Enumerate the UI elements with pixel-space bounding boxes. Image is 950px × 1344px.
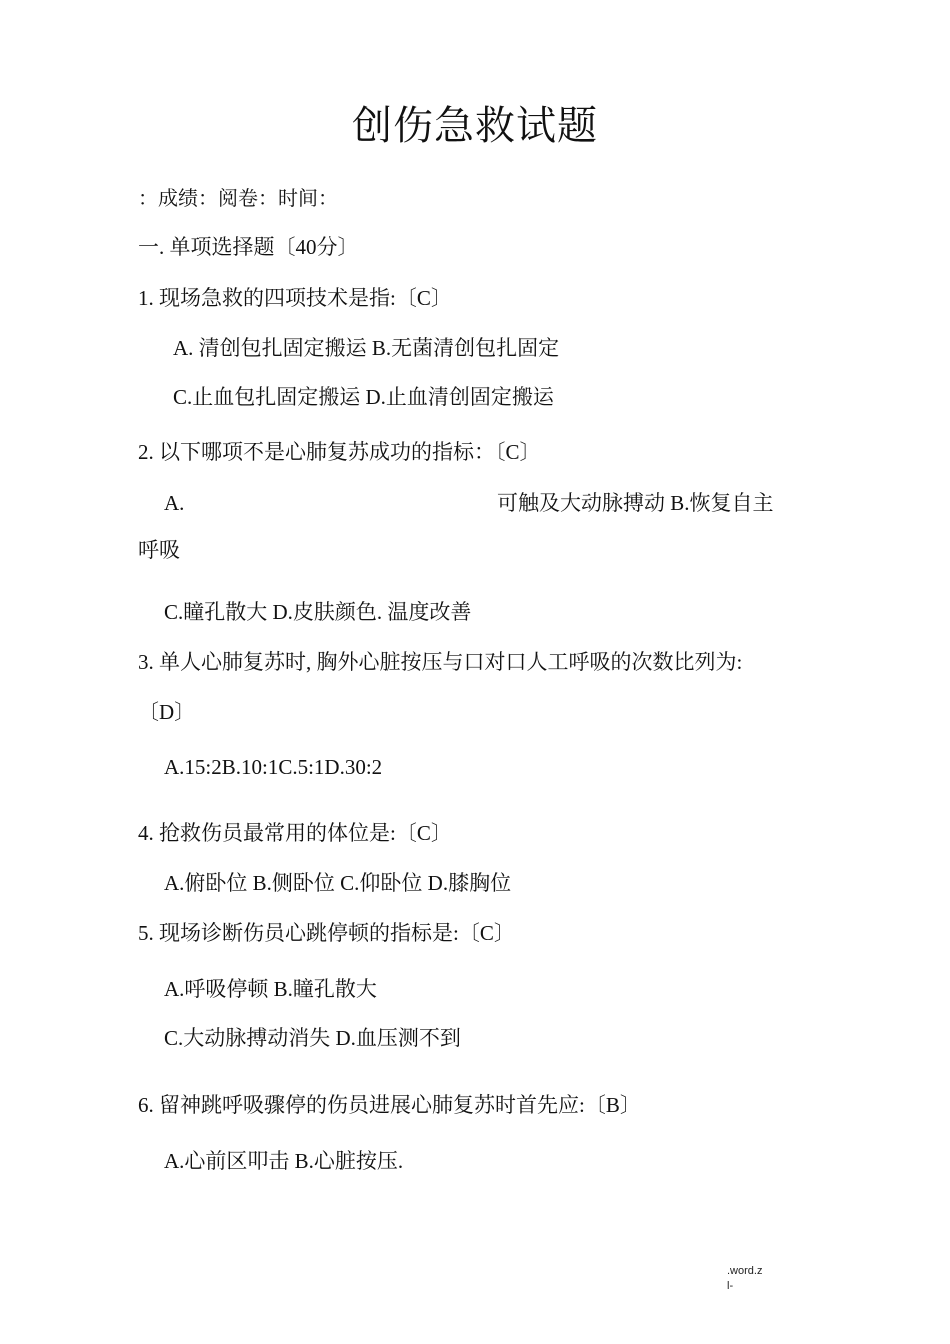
question-6-stem: 6. 留神跳呼吸骤停的伤员进展心肺复苏时首先应:〔B〕 [138, 1093, 641, 1117]
footer-line-2: l- [727, 1280, 734, 1292]
footer-watermark [727, 1264, 762, 1294]
question-4-stem: 4. 抢救伤员最常用的体位是:〔C〕 [138, 821, 452, 845]
info-line: ：成绩：阅卷：时间： [138, 186, 338, 210]
question-2-option-line-2: C.瞳孔散大 D.皮肤颜色. 温度改善 [164, 600, 472, 624]
question-1-stem: 1. 现场急救的四项技术是指:〔C〕 [138, 286, 452, 310]
question-5-stem: 5. 现场诊断伤员心跳停顿的指标是:〔C〕 [138, 921, 515, 945]
footer-line-1: .word.z [727, 1265, 763, 1277]
question-3-options: A.15:2B.10:1C.5:1D.30:2 [164, 755, 383, 779]
question-4-options: A.俯卧位 B.侧卧位 C.仰卧位 D.膝胸位 [164, 871, 512, 895]
question-2-option-a-text: 可触及大动脉搏动 B.恢复自主 [497, 491, 774, 515]
question-2-option-a-wrap: 呼吸 [138, 538, 180, 562]
question-5-option-line-2: C.大动脉搏动消失 D.血压测不到 [164, 1026, 461, 1050]
question-6-options: A.心前区叩击 B.心脏按压. [164, 1149, 404, 1173]
section-heading: 一. 单项选择题〔40分〕 [138, 235, 359, 259]
page-title: 创伤急救试题 [352, 103, 598, 149]
question-3-stem-wrap: 〔D〕 [138, 700, 196, 724]
question-1-option-line-1: A. 清创包扎固定搬运 B.无菌清创包扎固定 [173, 336, 560, 360]
question-1-option-line-2: C.止血包扎固定搬运 D.止血清创固定搬运 [173, 385, 554, 409]
question-2-option-a-label: A. [164, 491, 185, 515]
question-3-stem: 3. 单人心肺复苏时, 胸外心脏按压与口对口人工呼吸的次数比列为: [138, 650, 743, 674]
question-5-option-line-1: A.呼吸停顿 B.瞳孔散大 [164, 977, 377, 1001]
question-2-stem: 2. 以下哪项不是心肺复苏成功的指标：〔C〕 [138, 440, 541, 464]
